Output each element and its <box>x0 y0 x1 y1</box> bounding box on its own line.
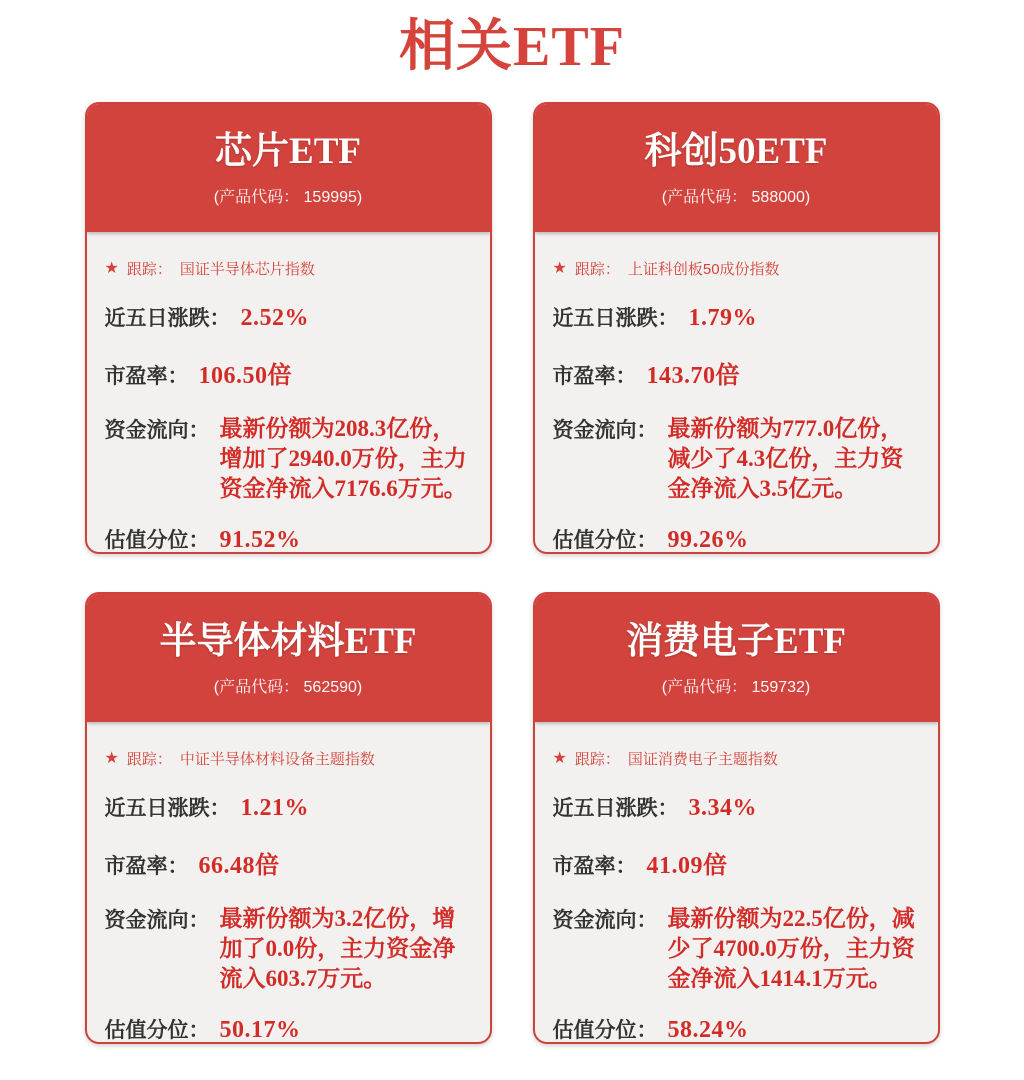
etf-card-chip <box>85 102 492 554</box>
tracking-row <box>105 258 472 279</box>
card-header <box>87 594 490 722</box>
fund-flow-label: 资金流向： <box>104 419 210 442</box>
five-day-change-label: 近五日涨跌： <box>552 797 679 820</box>
pe-ratio-row <box>553 355 920 390</box>
card-header <box>535 104 938 232</box>
etf-title: 消费电子ETF <box>626 621 846 662</box>
fund-flow-value: 最新份额为3.2亿份，增加了0.0份，主力资金净流入603.7万元。 <box>219 906 456 991</box>
fund-flow-row <box>105 904 472 994</box>
valuation-row <box>553 524 920 554</box>
etf-product-code: (产品代码： 159995) <box>213 189 363 206</box>
pe-ratio-label: 市盈率： <box>552 855 637 878</box>
star-icon: ★ <box>104 259 119 277</box>
tracking-label: 跟踪： <box>126 261 172 278</box>
five-day-change-row <box>105 302 472 332</box>
fund-flow-value: 最新份额为208.3亿份，增加了2940.0万份，主力资金净流入7176.6万元。 <box>219 416 467 501</box>
five-day-change-value: 1.79% <box>688 305 757 331</box>
star-icon: ★ <box>552 259 567 277</box>
tracking-row <box>553 258 920 279</box>
pe-ratio-value: 41.09倍 <box>646 853 728 879</box>
tracking-index: 国证消费电子主题指数 <box>627 751 778 768</box>
pe-ratio-value: 106.50倍 <box>198 363 292 389</box>
valuation-row <box>553 1014 920 1044</box>
valuation-value: 99.26% <box>667 527 749 553</box>
fund-flow-row <box>105 414 472 504</box>
valuation-value: 91.52% <box>219 527 301 553</box>
fund-flow-row <box>553 414 920 504</box>
etf-card-consumer-electronics <box>533 592 940 1044</box>
pe-ratio-row <box>553 845 920 880</box>
card-body <box>87 722 490 1044</box>
etf-card-semiconductor-materials <box>85 592 492 1044</box>
five-day-change-value: 1.21% <box>240 795 309 821</box>
page-title: 相关ETF <box>399 16 625 78</box>
tracking-index: 中证半导体材料设备主题指数 <box>179 751 375 768</box>
five-day-change-row <box>105 792 472 822</box>
etf-title: 科创50ETF <box>644 131 828 172</box>
fund-flow-value: 最新份额为22.5亿份，减少了4700.0万份，主力资金净流入1414.1万元。 <box>667 906 915 991</box>
valuation-label: 估值分位： <box>104 529 210 552</box>
card-body <box>535 722 938 1044</box>
valuation-label: 估值分位： <box>552 529 658 552</box>
etf-card-star50 <box>533 102 940 554</box>
fund-flow-label: 资金流向： <box>104 909 210 932</box>
tracking-row <box>105 748 472 769</box>
valuation-row <box>105 524 472 554</box>
five-day-change-label: 近五日涨跌： <box>104 797 231 820</box>
star-icon: ★ <box>552 749 567 767</box>
card-body <box>87 232 490 554</box>
fund-flow-value: 最新份额为777.0亿份，减少了4.3亿份，主力资金净流入3.5亿元。 <box>667 416 904 501</box>
fund-flow-label: 资金流向： <box>552 419 658 442</box>
fund-flow-label: 资金流向： <box>552 909 658 932</box>
fund-flow-row <box>553 904 920 994</box>
etf-cards-grid <box>85 102 940 1044</box>
pe-ratio-row <box>105 355 472 390</box>
valuation-label: 估值分位： <box>104 1019 210 1042</box>
valuation-label: 估值分位： <box>552 1019 658 1042</box>
tracking-row <box>553 748 920 769</box>
pe-ratio-value: 143.70倍 <box>646 363 740 389</box>
card-body <box>535 232 938 554</box>
five-day-change-label: 近五日涨跌： <box>552 307 679 330</box>
etf-title: 半导体材料ETF <box>159 621 417 662</box>
tracking-label: 跟踪： <box>574 261 620 278</box>
five-day-change-value: 3.34% <box>688 795 757 821</box>
five-day-change-row <box>553 792 920 822</box>
valuation-row <box>105 1014 472 1044</box>
etf-product-code: (产品代码： 588000) <box>661 189 811 206</box>
five-day-change-row <box>553 302 920 332</box>
card-header <box>535 594 938 722</box>
tracking-label: 跟踪： <box>574 751 620 768</box>
pe-ratio-label: 市盈率： <box>552 365 637 388</box>
card-header <box>87 104 490 232</box>
etf-title: 芯片ETF <box>215 131 361 172</box>
etf-product-code: (产品代码： 159732) <box>661 679 811 696</box>
tracking-index: 国证半导体芯片指数 <box>179 261 315 278</box>
pe-ratio-label: 市盈率： <box>104 365 189 388</box>
five-day-change-label: 近五日涨跌： <box>104 307 231 330</box>
tracking-label: 跟踪： <box>126 751 172 768</box>
valuation-value: 58.24% <box>667 1017 749 1043</box>
valuation-value: 50.17% <box>219 1017 301 1043</box>
tracking-index: 上证科创板50成份指数 <box>627 261 780 278</box>
star-icon: ★ <box>104 749 119 767</box>
pe-ratio-label: 市盈率： <box>104 855 189 878</box>
pe-ratio-row <box>105 845 472 880</box>
etf-product-code: (产品代码： 562590) <box>213 679 363 696</box>
five-day-change-value: 2.52% <box>240 305 309 331</box>
pe-ratio-value: 66.48倍 <box>198 853 280 879</box>
